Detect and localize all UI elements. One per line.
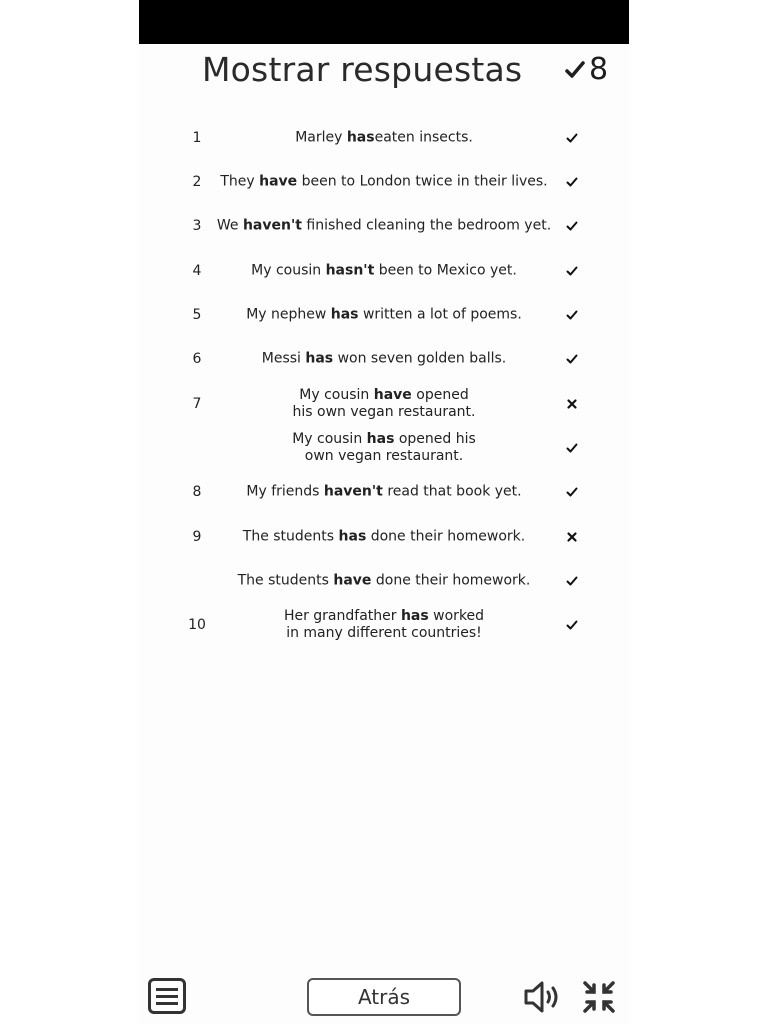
answer-sentence xyxy=(209,174,559,191)
answer-number: 6 xyxy=(192,351,202,367)
check-icon xyxy=(565,60,585,80)
answer-row xyxy=(139,118,629,158)
sentence-line2: in many different countries! xyxy=(286,625,482,641)
answer-number: 5 xyxy=(192,307,202,323)
answer-sentence xyxy=(209,484,559,501)
sentence-answer: has xyxy=(400,608,429,624)
check-icon xyxy=(566,220,578,232)
sentence-answer: has xyxy=(346,129,375,146)
answer-row xyxy=(139,206,629,246)
answer-row xyxy=(139,384,629,424)
answer-number: 1 xyxy=(192,130,202,146)
answer-sentence xyxy=(209,130,559,147)
answer-row xyxy=(139,162,629,202)
sentence-end: opened his xyxy=(394,431,476,447)
answer-number: 7 xyxy=(192,396,202,412)
answer-number: 3 xyxy=(192,218,202,234)
sentence-answer: has xyxy=(366,431,395,447)
speaker-icon[interactable] xyxy=(523,980,561,1014)
check-icon xyxy=(566,309,578,321)
sentence-start: The students xyxy=(237,572,334,589)
sentence-end: finished cleaning the bedroom yet. xyxy=(301,217,552,234)
sentence-end: opened xyxy=(411,387,469,403)
check-icon xyxy=(566,265,578,277)
sentence-end: won seven golden balls. xyxy=(333,350,507,367)
sentence-end: read that book yet. xyxy=(382,483,522,500)
sentence-end: done their homework. xyxy=(371,572,531,589)
sentence-start: Her grandfather xyxy=(283,608,401,624)
answer-row xyxy=(139,605,629,645)
sentence-answer: hasn't xyxy=(325,262,375,279)
cross-icon xyxy=(566,531,578,543)
answer-row xyxy=(139,517,629,557)
answer-number: 8 xyxy=(192,484,202,500)
answer-sentence xyxy=(209,573,559,590)
answer-number: 4 xyxy=(192,263,202,279)
sentence-answer: has xyxy=(330,306,359,323)
answer-sentence xyxy=(209,351,559,368)
sentence-line2: his own vegan restaurant. xyxy=(292,404,476,420)
check-icon xyxy=(566,575,578,587)
sentence-start: My friends xyxy=(246,483,324,500)
sentence-end: been to Mexico yet. xyxy=(374,262,517,279)
answer-row xyxy=(139,339,629,379)
check-icon xyxy=(566,619,578,631)
answer-row xyxy=(139,428,629,468)
title-row xyxy=(139,50,629,94)
sentence-start: Messi xyxy=(261,350,306,367)
sentence-start: My cousin xyxy=(292,431,367,447)
sentence-answer: has xyxy=(305,350,334,367)
answer-row xyxy=(139,295,629,335)
bottom-toolbar xyxy=(139,974,629,1024)
sentence-start: The students xyxy=(242,528,339,545)
collapse-icon[interactable] xyxy=(581,979,617,1015)
sentence-end: done their homework. xyxy=(366,528,526,545)
sentence-start: We xyxy=(216,217,243,234)
check-icon xyxy=(566,353,578,365)
cross-icon xyxy=(566,398,578,410)
sentence-answer: haven't xyxy=(242,217,302,234)
sentence-start: They xyxy=(220,173,260,190)
sentence-answer: have xyxy=(333,572,372,589)
sentence-end: been to London twice in their lives. xyxy=(297,173,548,190)
sentence-line2: own vegan restaurant. xyxy=(304,448,464,464)
top-black-bar xyxy=(139,0,629,44)
sentence-answer: have xyxy=(259,173,298,190)
sentence-end: written a lot of poems. xyxy=(358,306,522,323)
page-title: Mostrar respuestas xyxy=(202,50,523,89)
sentence-start: Marley xyxy=(295,129,347,146)
answer-number: 10 xyxy=(188,617,206,633)
answer-sentence xyxy=(209,608,559,642)
answer-sentence xyxy=(209,218,559,235)
score-badge xyxy=(565,52,608,87)
answer-row xyxy=(139,472,629,512)
answer-row xyxy=(139,251,629,291)
sentence-start: My nephew xyxy=(246,306,331,323)
back-button[interactable]: Atrás xyxy=(307,978,461,1016)
answer-sentence xyxy=(209,387,559,421)
sentence-answer: have xyxy=(373,387,412,403)
answer-sentence xyxy=(209,307,559,324)
sentence-end: worked xyxy=(428,608,485,624)
answer-number: 2 xyxy=(192,174,202,190)
check-icon xyxy=(566,132,578,144)
answers-panel xyxy=(139,44,629,1024)
answer-sentence xyxy=(209,263,559,280)
sentence-start: My cousin xyxy=(299,387,374,403)
check-icon xyxy=(566,486,578,498)
check-icon xyxy=(566,176,578,188)
score-value: 8 xyxy=(589,52,609,87)
check-icon xyxy=(566,442,578,454)
answer-number: 9 xyxy=(192,529,202,545)
sentence-answer: haven't xyxy=(323,483,383,500)
sentence-end: eaten insects. xyxy=(374,129,473,146)
answer-sentence xyxy=(209,431,559,465)
answer-row xyxy=(139,561,629,601)
menu-icon[interactable] xyxy=(148,978,186,1014)
sentence-start: My cousin xyxy=(251,262,326,279)
sentence-answer: has xyxy=(338,528,367,545)
answer-sentence xyxy=(209,529,559,546)
